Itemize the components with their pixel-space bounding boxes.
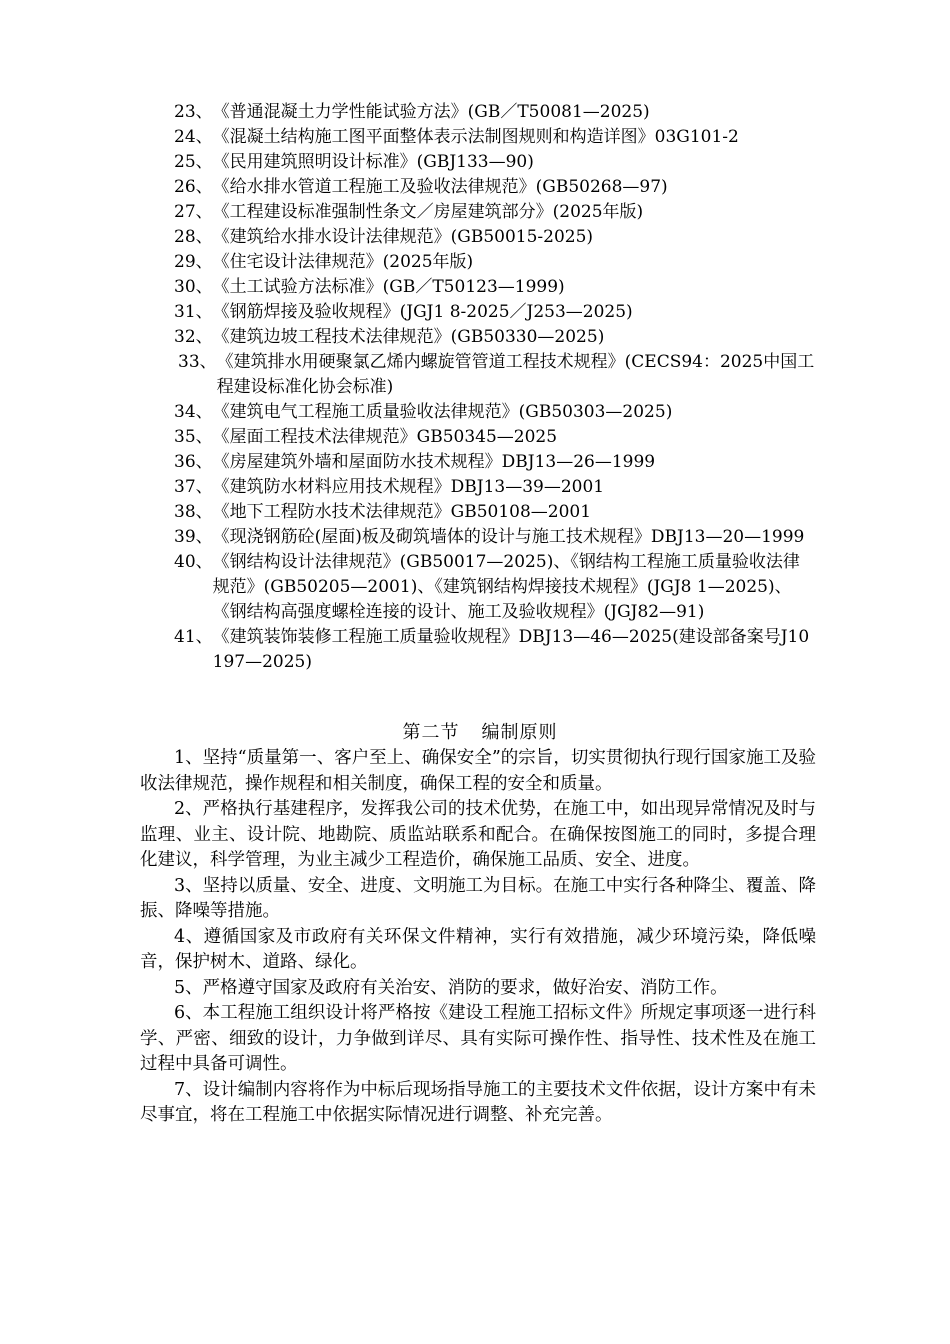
reference-item: 35、 《屋面工程技术法律规范》GB50345—2025 [174,427,558,447]
reference-item: 38、 《地下工程防水技术法律规范》GB50108—2001 [174,502,592,522]
section-number: 第二节 [402,722,460,743]
reference-item: 39、 《现浇钢筋砼(屋面)板及砌筑墙体的设计与施工技术规程》DBJ13—20—1999 [174,527,805,547]
paragraph: 6、本工程施工组织设计将严格按《建设工程施工招标文件》所规定事项逐一进行科学、严密、细致的设计，力争做到详尽、具有实际可操作性、指导性、技术性及在施工过程中具备可调性。 [140,1003,816,1074]
section-title: 编制原则 [481,722,558,743]
reference-item: 31、 《钢筋焊接及验收规程》(JGJ1 8-2025／J253—2025) [174,302,633,322]
reference-item: 33、 《建筑排水用硬聚氯乙烯内螺旋管管道工程技术规程》(CECS94：2025中国工程建设标准化协会标准) [178,352,815,397]
reference-item: 36、 《房屋建筑外墙和屋面防水技术规程》DBJ13—26—1999 [174,452,656,472]
paragraph: 7、设计编制内容将作为中标后现场指导施工的主要技术文件依据，设计方案中有未尽事宜，将在工程施工中依据实际情况进行调整、补充完善。 [140,1079,816,1125]
section-heading [140,720,820,745]
reference-item: 40、 《钢结构设计法律规范》(GB50017—2025)、《钢结构工程施工质量验收法律规范》(GB50205—2001)、《建筑钢结构焊接技术规程》(JGJ8 1—2025)、《钢结构高强度螺栓连接的设计、施工及验收规程》(JGJ82—91) [174,552,800,622]
reference-item: 34、 《建筑电气工程施工质量验收法律规范》(GB50303—2025) [174,402,673,422]
reference-list [174,100,824,675]
paragraph: 3、坚持以质量、安全、进度、文明施工为目标。在施工中实行各种降尘、覆盖、降振、降噪等措施。 [140,875,816,921]
reference-item: 32、 《建筑边坡工程技术法律规范》(GB50330—2025) [174,327,605,347]
paragraph: 5、严格遵守国家及政府有关治安、消防的要求，做好治安、消防工作。 [174,977,728,998]
paragraph: 4、遵循国家及市政府有关环保文件精神，实行有效措施，减少环境污染，降低噪音，保护树木、道路、绿化。 [140,926,816,972]
reference-item: 41、 《建筑装饰装修工程施工质量验收规程》DBJ13—46—2025(建设部备案号J10197—2025) [174,627,810,672]
reference-item: 28、 《建筑给水排水设计法律规范》(GB50015-2025) [174,227,594,247]
reference-item: 24、 《混凝土结构施工图平面整体表示法制图规则和构造详图》03G101-2 [174,127,739,147]
principles-body [140,746,816,1129]
reference-item: 27、 《工程建设标准强制性条文／房屋建筑部分》(2025年版) [174,202,644,222]
paragraph: 2、严格执行基建程序，发挥我公司的技术优势，在施工中，如出现异常情况及时与监理、业主、设计院、地勘院、质监站联系和配合。在确保按图施工的同时，多提合理化建议，科学管理，为业主减少工程造价，确保施工品质、安全、进度。 [140,799,816,870]
reference-item: 25、 《民用建筑照明设计标准》(GBJ133—90) [174,152,534,172]
reference-item: 30、 《土工试验方法标准》(GB／T50123—1999) [174,277,565,297]
reference-item: 37、 《建筑防水材料应用技术规程》DBJ13—39—2001 [174,477,605,497]
reference-item: 26、 《给水排水管道工程施工及验收法律规范》(GB50268—97) [174,177,668,197]
reference-item: 23、 《普通混凝土力学性能试验方法》(GB／T50081—2025) [174,102,650,122]
paragraph: 1、坚持“质量第一、客户至上、确保安全”的宗旨，切实贯彻执行现行国家施工及验收法律规范，操作规程和相关制度，确保工程的安全和质量。 [140,748,816,794]
reference-item: 29、 《住宅设计法律规范》(2025年版) [174,252,474,272]
